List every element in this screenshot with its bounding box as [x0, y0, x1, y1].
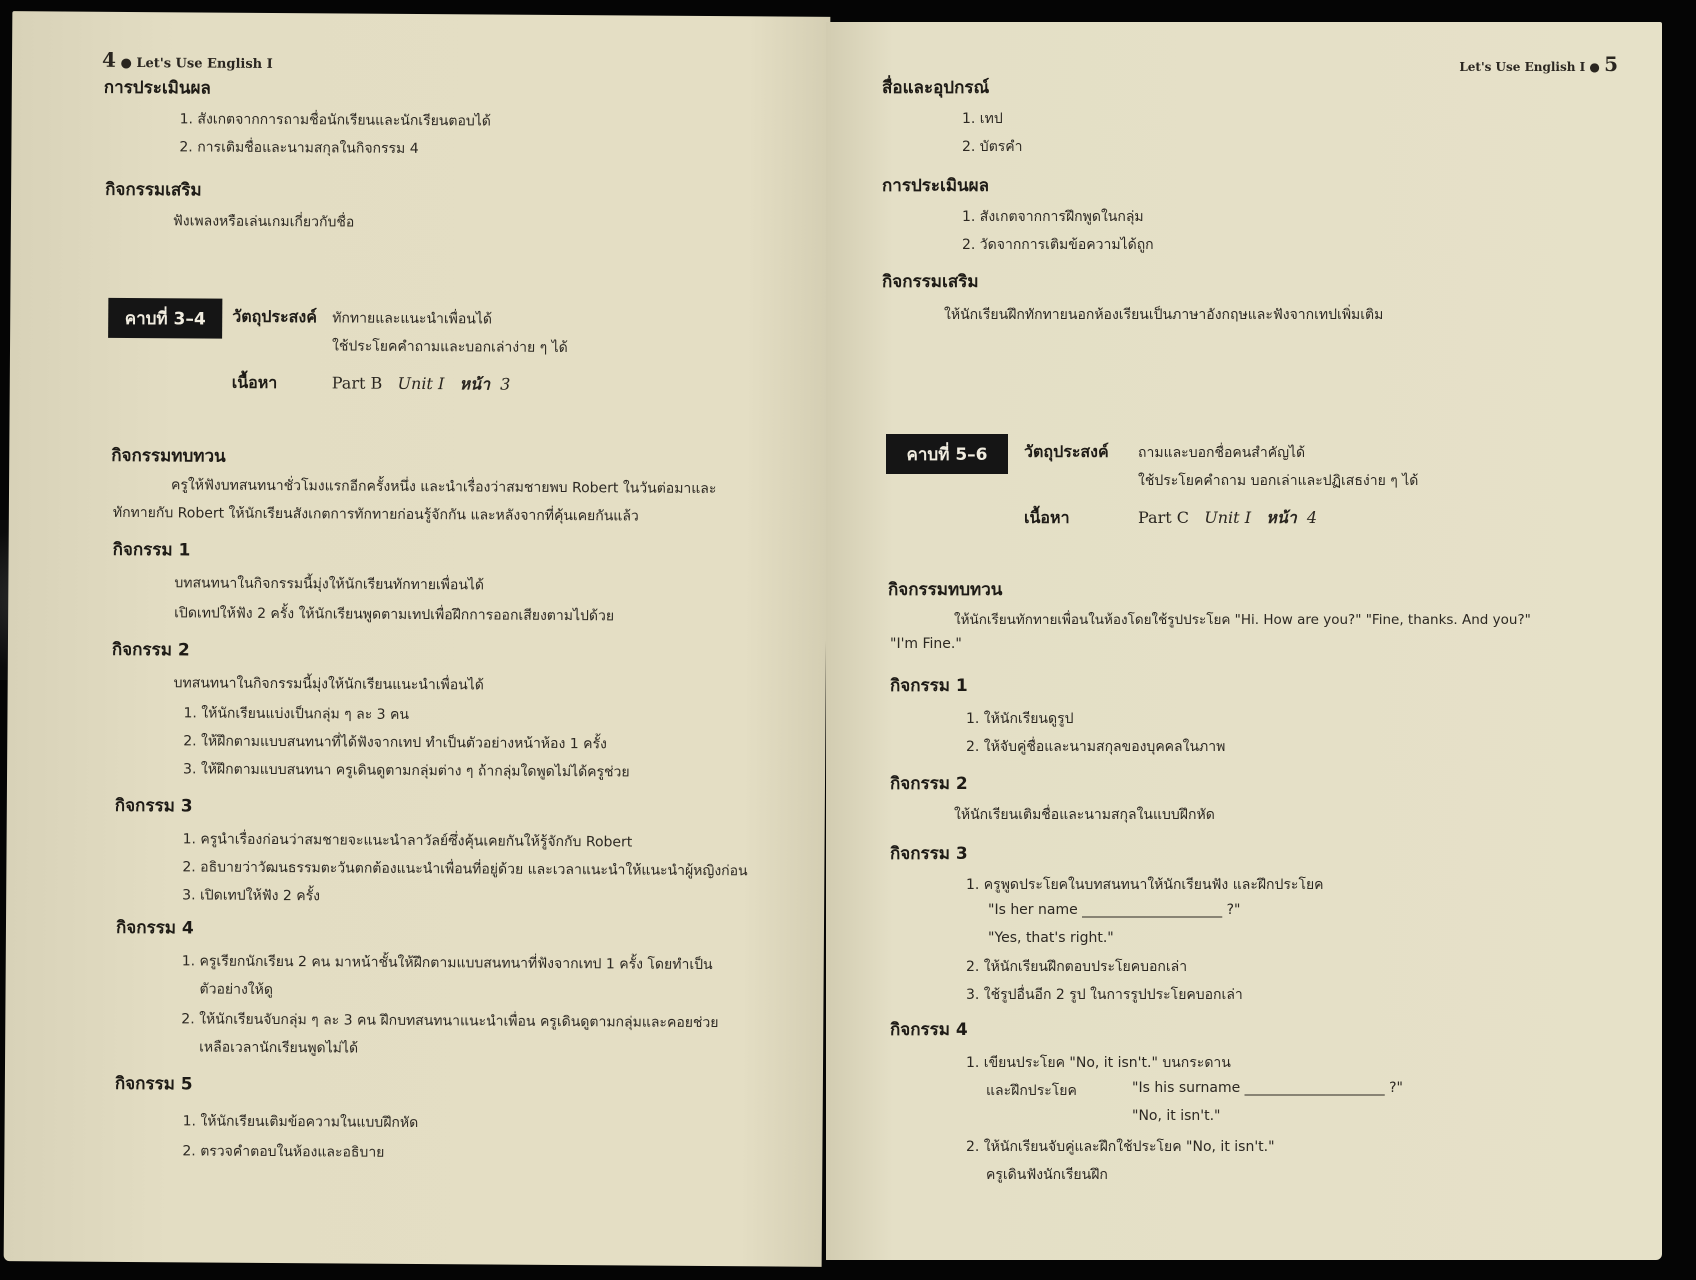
extra-activity-text: ฟังเพลงหรือเล่นเกมเกี่ยวกับชื่อ	[172, 213, 355, 231]
review-heading: กิจกรรมทบทวน	[111, 445, 226, 467]
content-page-label: หน้า	[1266, 508, 1297, 527]
activity-4-item: ครูเดินฟังนักเรียนฝึก	[986, 1167, 1108, 1183]
content-reference	[1138, 506, 1317, 531]
evaluation-item: 2. การเติมชื่อและนามสกุลในกิจกรรม 4	[179, 139, 419, 157]
evaluation-item: 1. สังเกตจากการถามชื่อนักเรียนและนักเรียนตอบได้	[179, 111, 491, 130]
activity-4-item: เหลือเวลานักเรียนพูดไม่ได้	[199, 1039, 359, 1057]
header-bullet: ●	[1589, 60, 1605, 74]
left-header-title: Let's Use English I	[136, 56, 273, 72]
left-page	[4, 11, 831, 1267]
activity-3-item: 1. ครูนำเรื่องก่อนว่าสมชายจะแนะนำลาวัลย์ซึ่งคุ้นเคยกันให้รู้จักกับ Robert	[182, 831, 633, 851]
left-page-header	[102, 48, 273, 73]
header-bullet: ●	[120, 55, 137, 72]
objective-label: วัตถุประสงค์	[1024, 442, 1109, 461]
media-item: 1. เทป	[962, 111, 1003, 127]
content-unit: Unit I	[397, 373, 445, 394]
content-page-label: หน้า	[459, 374, 491, 394]
objective-item: ใช้ประโยคคำถาม บอกเล่าและปฏิเสธง่าย ๆ ได้	[1138, 473, 1419, 489]
activity-1-item: 1. ให้นักเรียนดูรูป	[966, 711, 1074, 727]
activity-3-item: 2. อธิบายว่าวัฒนธรรมตะวันตกต้องแนะนำเพื่อนที่อยู่ด้วย และเวลาแนะนำให้แนะนำผู้หญิงก่อน	[182, 859, 748, 880]
content-label: เนื้อหา	[1024, 508, 1070, 527]
activity-4-heading: กิจกรรม 4	[115, 917, 194, 939]
review-text: ทักทายกับ Robert ให้นักเรียนสังเกตการทักทายก่อนรู้จักกัน และหลังจากที่คุ้นเคยกันแล้ว	[112, 504, 639, 525]
activity-4-item: 2. ให้นักเรียนจับกลุ่ม ๆ ละ 3 คน ฝึกบทสนทนาแนะนำเพื่อน ครูเดินดูตามกลุ่มและคอยช่วย	[181, 1011, 719, 1032]
objective-label: วัตถุประสงค์	[232, 306, 318, 327]
media-heading: สื่อและอุปกรณ์	[882, 78, 990, 98]
activity-4-item: 1. ครูเรียกนักเรียน 2 คน มาหน้าชั้นให้ฝึกตามแบบสนทนาที่ฟังจากเทป 1 ครั้ง โดยทำเป็น	[181, 953, 713, 974]
activity-3-item: 2. ให้นักเรียนฝึกตอบประโยคบอกเล่า	[966, 959, 1188, 975]
objective-item: ถามและบอกชื่อคนสำคัญได้	[1138, 445, 1306, 461]
activity-1-text: บทสนทนาในกิจกรรมนี้มุ่งให้นักเรียนทักทายเพื่อนได้	[174, 575, 485, 594]
activity-2-heading: กิจกรรม 2	[890, 774, 968, 794]
activity-1-heading: กิจกรรม 1	[112, 539, 191, 561]
activity-3-question: "Is her name ____________________ ?"	[988, 902, 1241, 918]
content-reference	[332, 371, 511, 397]
content-unit: Unit I	[1204, 508, 1252, 527]
activity-2-item: 1. ให้นักเรียนแบ่งเป็นกลุ่ม ๆ ละ 3 คน	[183, 705, 410, 723]
review-text: "I'm Fine."	[890, 636, 962, 652]
period-badge: คาบที่ 5–6	[886, 434, 1008, 474]
extra-activity-heading: กิจกรรมเสริม	[105, 179, 202, 201]
activity-4-item: ตัวอย่างให้ดู	[199, 981, 274, 999]
objective-item: ใช้ประโยคคำถามและบอกเล่าง่าย ๆ ได้	[331, 338, 568, 357]
activity-3-answer: "Yes, that's right."	[988, 930, 1114, 946]
right-header-title: Let's Use English I	[1459, 60, 1586, 74]
review-text: ให้นักเรียนทักทายเพื่อนในห้องโดยใช้รูปประโยค "Hi. How are you?" "Fine, thanks. And you?"	[954, 612, 1531, 628]
activity-4-heading: กิจกรรม 4	[890, 1020, 968, 1040]
media-item: 2. บัตรคำ	[962, 139, 1023, 155]
activity-3-item: 3. เปิดเทปให้ฟัง 2 ครั้ง	[182, 887, 321, 905]
right-page-header	[1459, 52, 1618, 76]
content-page: 3	[500, 374, 511, 394]
activity-3-heading: กิจกรรม 3	[114, 795, 193, 817]
activity-2-heading: กิจกรรม 2	[111, 639, 190, 661]
activity-1-item: 2. ให้จับคู่ชื่อและนามสกุลของบุคคลในภาพ	[966, 739, 1226, 755]
activity-5-item: 1. ให้นักเรียนเติมข้อความในแบบฝึกหัด	[182, 1113, 419, 1132]
activity-3-heading: กิจกรรม 3	[890, 844, 968, 864]
activity-1-heading: กิจกรรม 1	[890, 676, 968, 696]
review-text: ครูให้ฟังบทสนทนาชั่วโมงแรกอีกครั้งหนึ่ง และนำเรื่องว่าสมชายพบ Robert ในวันต่อมาและ	[171, 477, 717, 498]
activity-4-question: "Is his surname ____________________ ?"	[1132, 1080, 1403, 1096]
extra-activity-heading: กิจกรรมเสริม	[882, 272, 979, 292]
activity-2-item: 2. ให้ฝึกตามแบบสนทนาที่ได้ฟังจากเทป ทำเป็นตัวอย่างหน้าห้อง 1 ครั้ง	[183, 733, 607, 753]
extra-activity-text: ให้นักเรียนฝึกทักทายนอกห้องเรียนเป็นภาษาอังกฤษและฟังจากเทปเพิ่มเติม	[944, 307, 1384, 323]
content-part: Part C	[1138, 508, 1189, 527]
left-page-number: 4	[101, 47, 117, 72]
content-part: Part B	[331, 373, 383, 393]
right-page-number: 5	[1604, 52, 1618, 76]
activity-4-item: และฝึกประโยค	[986, 1083, 1077, 1099]
right-page	[826, 22, 1662, 1260]
objective-item: ทักทายและแนะนำเพื่อนได้	[332, 310, 493, 328]
activity-4-item: 2. ให้นักเรียนจับคู่และฝึกใช้ประโยค "No, it isn't."	[966, 1139, 1275, 1155]
activity-5-item: 2. ตรวจคำตอบในห้องและอธิบาย	[182, 1143, 385, 1161]
activity-4-item: 1. เขียนประโยค "No, it isn't." บนกระดาน	[966, 1055, 1231, 1071]
activity-3-item: 3. ใช้รูปอื่นอีก 2 รูป ในการรูปประโยคบอกเล่า	[966, 987, 1243, 1003]
activity-2-intro: บทสนทนาในกิจกรรมนี้มุ่งให้นักเรียนแนะนำเพื่อนได้	[173, 675, 484, 694]
activity-5-heading: กิจกรรม 5	[114, 1073, 193, 1095]
content-label: เนื้อหา	[231, 372, 278, 393]
content-page: 4	[1306, 508, 1318, 527]
activity-3-item: 1. ครูพูดประโยคในบทสนทนาให้นักเรียนฟัง และฝึกประโยค	[966, 877, 1324, 893]
activity-2-text: ให้นักเรียนเติมชื่อและนามสกุลในแบบฝึกหัด	[954, 807, 1215, 823]
evaluation-item: 2. วัดจากการเติมข้อความได้ถูก	[962, 237, 1154, 253]
review-heading: กิจกรรมทบทวน	[888, 580, 1003, 600]
evaluation-heading: การประเมินผล	[882, 176, 990, 196]
activity-2-item: 3. ให้ฝึกตามแบบสนทนา ครูเดินดูตามกลุ่มต่าง ๆ ถ้ากลุ่มใดพูดไม่ได้ครูช่วย	[183, 761, 630, 781]
activity-1-text: เปิดเทปให้ฟัง 2 ครั้ง ให้นักเรียนพูดตามเทปเพื่อฝึกการออกเสียงตามไปด้วย	[174, 605, 615, 625]
period-badge: คาบที่ 3–4	[108, 298, 222, 339]
evaluation-heading: การประเมินผล	[103, 77, 211, 99]
activity-4-answer: "No, it isn't."	[1132, 1108, 1221, 1124]
evaluation-item: 1. สังเกตจากการฝึกพูดในกลุ่ม	[962, 209, 1144, 225]
